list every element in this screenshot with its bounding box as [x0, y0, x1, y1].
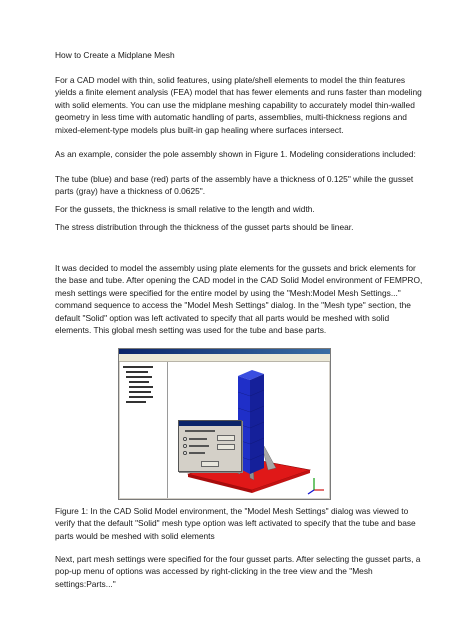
tree-line [123, 366, 153, 368]
plate-radio [183, 451, 187, 455]
axis-triad-icon [308, 478, 324, 494]
figure-tree-view [120, 362, 168, 498]
decided-paragraph: It was decided to model the assembly using plate elements for the gussets and brick elements for the base and tube. After opening the CAD model in the CAD Solid Model environment of FEMPRO, mesh settings were specified for the entire model by using the "Mesh:Model Mesh Settings..." command sequence to access the "Model Mesh Settings" dialog. In the "Mesh type" section, the default "Solid" option was left activated to specify that all parts would be meshed with solid elements. This global mesh setting was used for the tube and base parts. [55, 263, 423, 336]
tree-line [126, 376, 152, 378]
dialog-titlebar [179, 421, 241, 426]
tree-line [129, 396, 153, 398]
solid-radio [183, 437, 187, 441]
tree-line [129, 386, 153, 388]
model-mesh-settings-dialog [178, 420, 242, 472]
tree-line [126, 401, 146, 403]
dialog-text-line [189, 445, 209, 447]
tree-line [129, 391, 151, 393]
figure-3d-view [168, 362, 329, 498]
tree-line [126, 371, 148, 373]
dialog-help-button [201, 461, 219, 467]
dialog-text-line [189, 452, 205, 454]
midplane-radio [183, 444, 187, 448]
dialog-text-line [189, 438, 207, 440]
dialog-ok-button [217, 435, 235, 441]
figure-1-screenshot [118, 348, 331, 500]
gussets-paragraph: For the gussets, the thickness is small relative to the length and width. [55, 204, 315, 214]
example-paragraph: As an example, consider the pole assembly shown in Figure 1. Modeling considerations included: [55, 149, 416, 159]
figure-caption: Figure 1: In the CAD Solid Model environment, the "Model Mesh Settings" dialog was viewed to verify that the default "Solid" mesh type option was left activated to specify that the tube and base parts would be meshed with solid elements [55, 506, 416, 541]
thickness-paragraph: The tube (blue) and base (red) parts of the assembly have a thickness of 0.125" while the gusset parts (gray) have a thickness of 0.0625". [55, 174, 414, 197]
dialog-cancel-button [217, 444, 235, 450]
tree-line [129, 381, 149, 383]
page-title: How to Create a Midplane Mesh [55, 50, 175, 60]
dialog-text-line [185, 430, 215, 432]
next-paragraph: Next, part mesh settings were specified for the four gusset parts. After selecting the gusset parts, a pop-up menu of options was accessed by right-clicking in the tree view and the "Mesh settings:Parts..." [55, 554, 421, 589]
stress-paragraph: The stress distribution through the thickness of the gusset parts should be linear. [55, 222, 354, 232]
intro-paragraph: For a CAD model with thin, solid features, using plate/shell elements to model the thin features yields a finite element analysis (FEA) model that has fewer elements and runs faster than modeling with solid elements. You can use the midplane meshing capability to accurately model thin-walled geometry in less time with automatic handling of parts, assemblies, multi-thickness regions and mixed-element-type models plus built-in gap healing where surfaces intersect. [55, 75, 422, 135]
figure-toolbar [119, 354, 330, 362]
